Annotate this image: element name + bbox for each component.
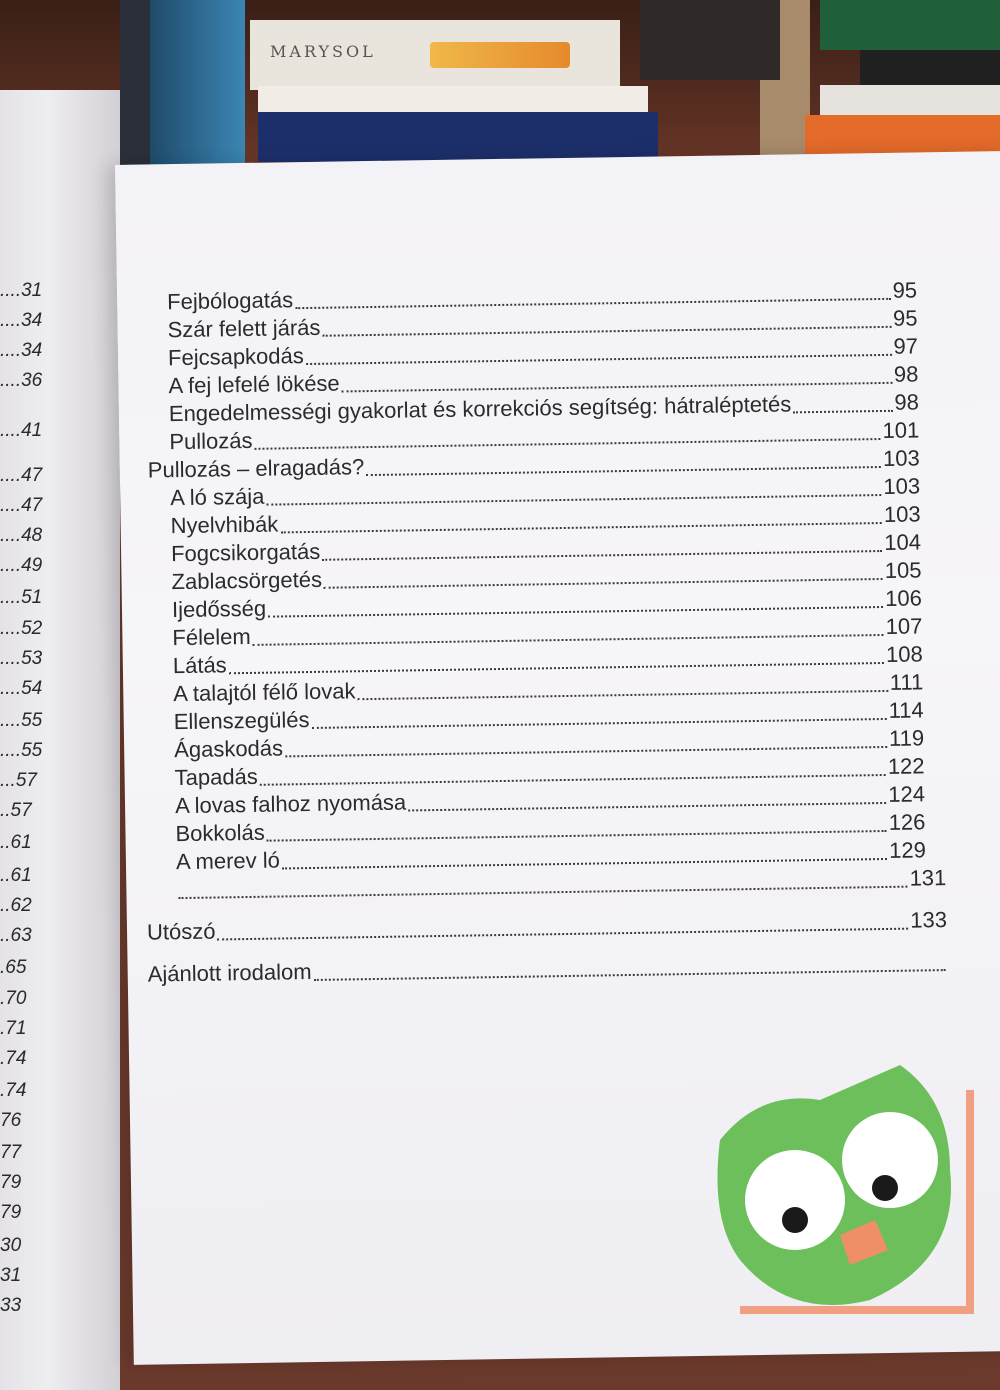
book-spine [640, 0, 780, 80]
toc-entry-title: A fej lefelé lökése [168, 370, 340, 399]
book-spine [150, 0, 245, 175]
left-page-number: .74 [0, 1048, 27, 1069]
left-page-number: 79 [0, 1172, 22, 1193]
left-page-number: ....34 [0, 340, 43, 361]
left-page-number: ....31 [0, 280, 43, 301]
toc-entry-title: A talajtól félő lovak [173, 678, 356, 707]
toc-entry-title: Szár felett járás [167, 314, 321, 343]
toc-entry-page: 114 [888, 697, 924, 723]
toc-entry-title: Pullozás – elragadás? [147, 454, 365, 483]
toc-entry-title: Zablacsörgetés [171, 566, 323, 595]
owl-left-eye [745, 1150, 845, 1250]
left-page-number: ....48 [0, 525, 43, 546]
toc-entry-title: Félelem [172, 623, 251, 651]
book-spine [258, 112, 658, 162]
toc-entry-page: 124 [888, 781, 926, 807]
left-page-number: 31 [0, 1265, 22, 1286]
left-page-number: .70 [0, 988, 27, 1009]
toc-leader-dots [793, 410, 892, 414]
owl-right-pupil [872, 1175, 898, 1201]
toc-leader-dots [314, 969, 946, 981]
left-page-number: 33 [0, 1295, 22, 1316]
left-page-number: .65 [0, 957, 27, 978]
book-spine [258, 86, 648, 114]
left-page-number: 30 [0, 1235, 22, 1256]
toc-entry-page: 103 [883, 501, 921, 527]
toc-entry-title: Nyelvhibák [170, 511, 279, 539]
left-page-number: ..62 [0, 895, 32, 916]
left-page-number: ....49 [0, 555, 43, 576]
toc-entry-title: Ajánlott irodalom [147, 959, 312, 987]
toc-entry-title: Tapadás [174, 763, 259, 791]
book-spine [820, 0, 1000, 50]
toc-entry-title: Pullozás [169, 427, 253, 455]
book-spine-decoration [430, 42, 570, 68]
toc-entry-title: Ijedősség [171, 595, 267, 623]
left-page-number: ....52 [0, 618, 43, 639]
toc-entry-title: Fejbólogatás [166, 287, 294, 315]
toc-entry-page: 104 [884, 529, 922, 555]
toc-leader-dots [179, 886, 908, 899]
toc-entry-title: Utószó [146, 918, 216, 945]
left-page-number: ....41 [0, 420, 43, 441]
left-page-number: .74 [0, 1080, 27, 1101]
toc-entry-title: Fogcsikorgatás [170, 538, 321, 567]
toc-entry-page: 122 [887, 753, 925, 779]
book-spine [860, 50, 1000, 90]
toc-entry-page: 111 [889, 669, 924, 695]
left-page-number: ..61 [0, 865, 32, 886]
toc-entry-page: 98 [894, 389, 920, 415]
toc-entry-page: 133 [910, 907, 948, 933]
left-page-number: ..57 [0, 800, 32, 821]
left-page-number: ..61 [0, 832, 32, 853]
toc-entry-title: Engedelmességi gyakorlat és korrekciós segítség: hátraléptetés [168, 391, 792, 427]
toc-entry-page: 106 [884, 585, 923, 611]
toc-entry-title: Látás [172, 652, 227, 679]
toc-entry-title: A lovas falhoz nyomása [174, 789, 407, 819]
owl-logo [700, 1060, 1000, 1340]
toc-entry-page: 107 [885, 613, 923, 639]
book-spine [120, 0, 150, 175]
toc-entry-page: 98 [893, 361, 919, 387]
left-page-number: ....53 [0, 648, 43, 669]
toc-entry-title: Fejcsapkodás [167, 343, 304, 371]
toc-entry-title: Bokkolás [175, 819, 265, 847]
toc-entry-page: 129 [888, 837, 927, 863]
toc-entry-page: 119 [888, 725, 925, 751]
left-page-number: 77 [0, 1142, 22, 1163]
left-page-number: ....47 [0, 495, 43, 516]
toc-entry [147, 907, 947, 948]
left-page-number: ....36 [0, 370, 43, 391]
book-spine [820, 85, 1000, 115]
left-page-number: 76 [0, 1110, 22, 1131]
left-page-number: ....34 [0, 310, 43, 331]
toc-entry-page: 103 [883, 473, 921, 499]
left-page-number: ....54 [0, 678, 43, 699]
left-page-number: ..63 [0, 925, 32, 946]
toc-entry-title: Ellenszegülés [173, 707, 310, 735]
toc-entry-page: 101 [882, 417, 920, 443]
left-page-number: ....51 [0, 587, 43, 608]
left-page-number: ...57 [0, 770, 37, 791]
left-page-number: .71 [0, 1018, 27, 1039]
toc-entry-page: 131 [909, 865, 947, 891]
toc-entry-page: 97 [893, 333, 919, 359]
left-page-number: ....47 [0, 465, 43, 486]
toc-entry-page: 105 [884, 557, 922, 583]
toc-entry-page: 108 [885, 641, 923, 667]
left-page-number: ....55 [0, 740, 43, 761]
toc-entry-page: 95 [892, 305, 918, 331]
toc-leader-dots [408, 802, 886, 812]
toc-entry-title: Ágaskodás [173, 735, 284, 763]
toc-entry-page: 126 [888, 809, 926, 835]
toc-entry-title: A merev ló [175, 847, 281, 875]
toc-leader-dots [218, 928, 909, 941]
left-page-number: 79 [0, 1202, 22, 1223]
toc-entry-page: 103 [882, 445, 920, 471]
toc-entry-title: A ló szája [170, 483, 265, 511]
toc-entry [148, 949, 948, 990]
left-page-number: ....55 [0, 710, 43, 731]
owl-left-pupil [782, 1207, 808, 1233]
toc-entry-page: 95 [892, 277, 918, 303]
book-spine-title: MARYSOL [270, 42, 376, 61]
